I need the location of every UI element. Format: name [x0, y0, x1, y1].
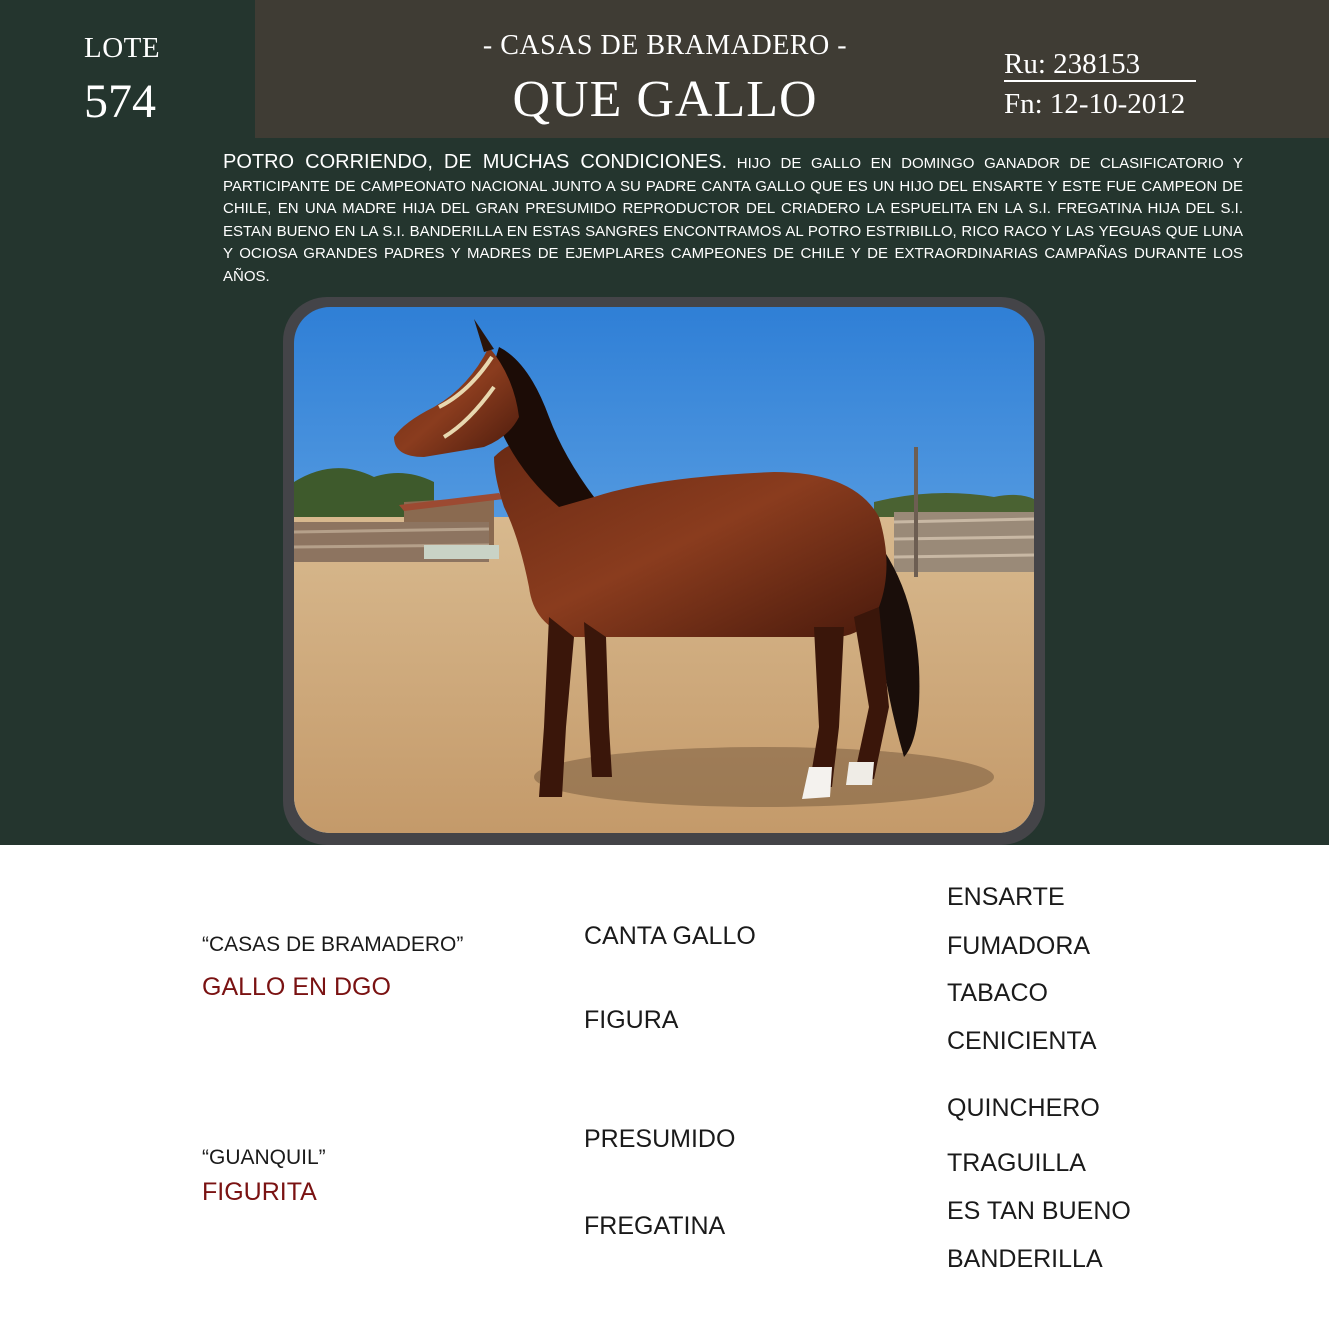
breeder-line: - CASAS DE BRAMADERO - [482, 30, 848, 61]
horse-photo [294, 307, 1034, 833]
grandparent-dam-sire: PRESUMIDO [584, 1125, 736, 1153]
lot-label: LOTE [84, 32, 161, 64]
grandparent-sire-sire: CANTA GALLO [584, 922, 756, 950]
great-grandparent-3: TABACO [947, 979, 1048, 1007]
great-grandparent-4: CENICIENTA [947, 1027, 1097, 1055]
description [223, 151, 1243, 289]
great-grandparent-8: BANDERILLA [947, 1245, 1103, 1273]
grandparent-sire-dam: FIGURA [584, 1006, 679, 1034]
great-grandparent-6: TRAGUILLA [947, 1149, 1086, 1177]
lot-number: 574 [84, 75, 156, 128]
horse-illustration [294, 307, 1034, 833]
sire-name: GALLO EN DGO [202, 973, 391, 1001]
sire-breeder: “CASAS DE BRAMADERO” [202, 933, 464, 956]
dam-name: FIGURITA [202, 1178, 317, 1206]
grandparent-dam-dam: FREGATINA [584, 1212, 726, 1240]
description-body: HIJO DE GALLO EN DOMINGO GANADOR DE CLASIFICATORIO Y PARTICIPANTE DE CAMPEONATO NACIONAL JUNTO A SU PADRE CANTA GALLO QUE ES UN HIJO DEL ENSARTE Y ESTE FUE CAMPEON DE CHILE, EN UNA MADRE HIJA DEL GRAN PRESUMIDO REPRODUCTOR DEL CRIADERO LA ESPUELITA EN LA S.I. FREGATINA HIJA DEL S.I. ESTAN BUENO EN LA S.I. BANDERILLA EN ESTAS SANGRES ENCONTRAMOS AL POTRO ESTRIBILLO, RICO RACO Y LAS YEGUAS QUE LUNA Y OCIOSA GRANDES PADRES Y MADRES DE EJEMPLARES CAMPEONES DE CHILE Y DE EXTRAORDINARIAS CAMPAÑAS DURANTE LOS AÑOS. [223, 155, 1243, 285]
great-grandparent-5: QUINCHERO [947, 1094, 1100, 1122]
great-grandparent-7: ES TAN BUENO [947, 1197, 1131, 1225]
dam-breeder: “GUANQUIL” [202, 1146, 326, 1169]
registry-fn: Fn: 12-10-2012 [1004, 88, 1186, 120]
description-lead: POTRO CORRIENDO, DE MUCHAS CONDICIONES. [223, 151, 728, 173]
registry-ru: Ru: 238153 [1004, 48, 1196, 82]
photo-frame [283, 297, 1045, 845]
great-grandparent-2: FUMADORA [947, 932, 1091, 960]
great-grandparent-1: ENSARTE [947, 883, 1065, 911]
horse-name: QUE GALLO [512, 71, 818, 128]
